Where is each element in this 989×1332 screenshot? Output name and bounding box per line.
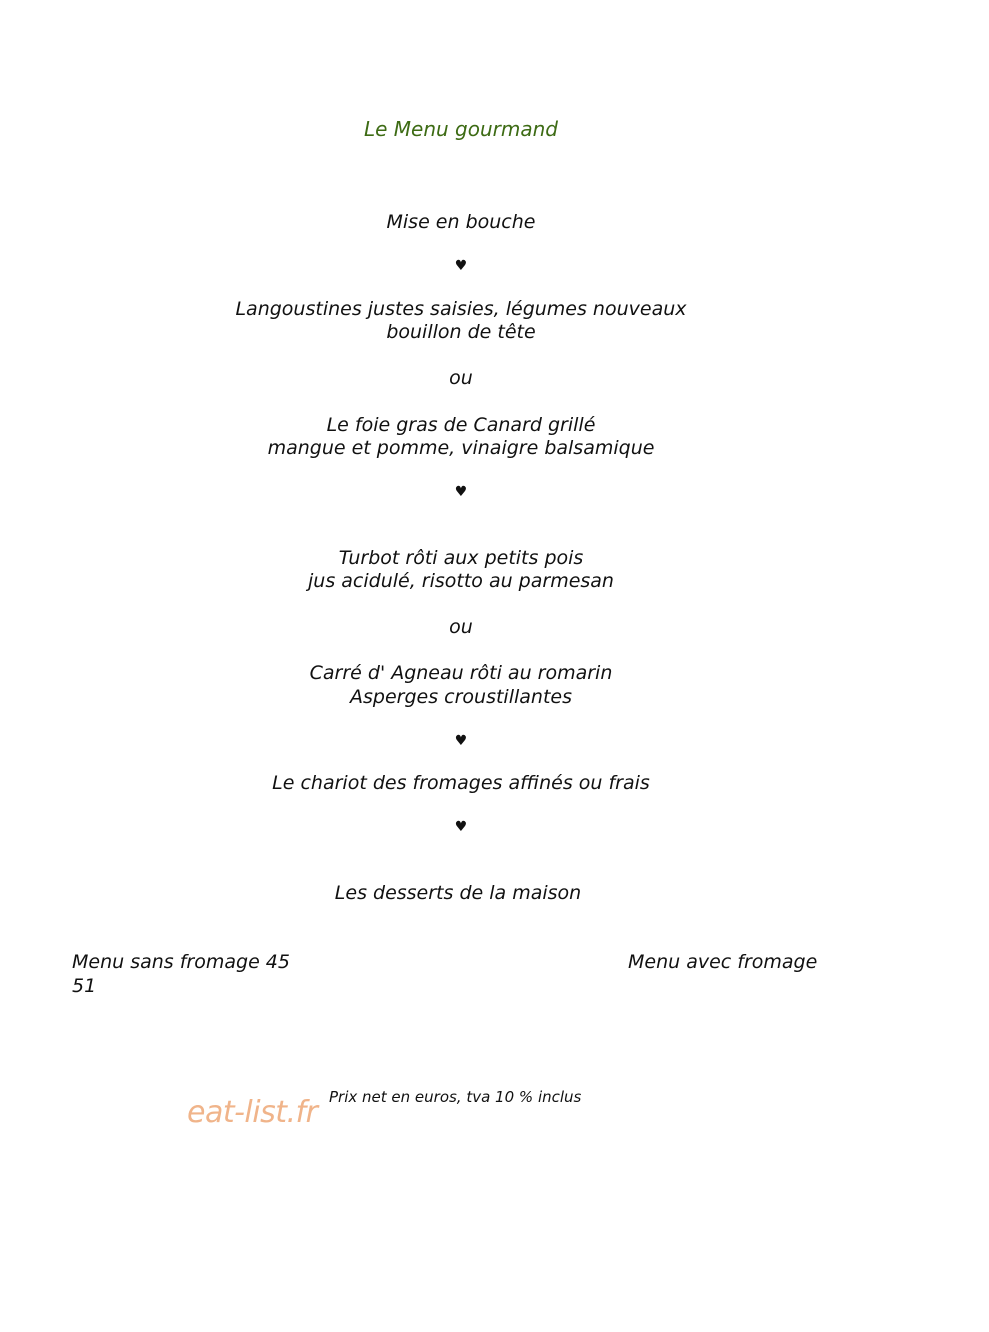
or-separator: ou — [449, 616, 473, 638]
starter-2-line1: Le foie gras de Canard grillé — [326, 414, 596, 436]
main-1-line1: Turbot rôti aux petits pois — [338, 547, 584, 569]
or-separator: ou — [449, 367, 473, 389]
starter-1-line2: bouillon de tête — [386, 321, 536, 343]
heart-separator-icon: ♥ — [454, 819, 468, 835]
main-2-line1: Carré d' Agneau rôti au romarin — [309, 662, 613, 684]
starter-1-line1: Langoustines justes saisies, légumes nouveaux — [235, 298, 687, 320]
price-note: Prix net en euros, tva 10 % inclus — [329, 1088, 582, 1106]
starter-2-line2: mangue et pomme, vinaigre balsamique — [267, 437, 655, 459]
heart-separator-icon: ♥ — [454, 258, 468, 274]
main-2-line2: Asperges croustillantes — [350, 686, 572, 708]
heart-separator-icon: ♥ — [454, 733, 468, 749]
heart-separator-icon: ♥ — [454, 484, 468, 500]
menu-title: Le Menu gourmand — [363, 117, 558, 141]
amuse-bouche: Mise en bouche — [386, 211, 536, 233]
watermark-logo: eat-list.fr — [187, 1095, 318, 1130]
price-without-cheese: Menu sans fromage 45 — [72, 951, 290, 973]
price-with-cheese-value: 51 — [72, 975, 97, 997]
main-1-line2: jus acidulé, risotto au parmesan — [308, 570, 614, 592]
price-with-cheese-label: Menu avec fromage — [628, 951, 818, 973]
desserts-course: Les desserts de la maison — [334, 882, 582, 904]
cheese-course: Le chariot des fromages affinés ou frais — [272, 772, 650, 794]
